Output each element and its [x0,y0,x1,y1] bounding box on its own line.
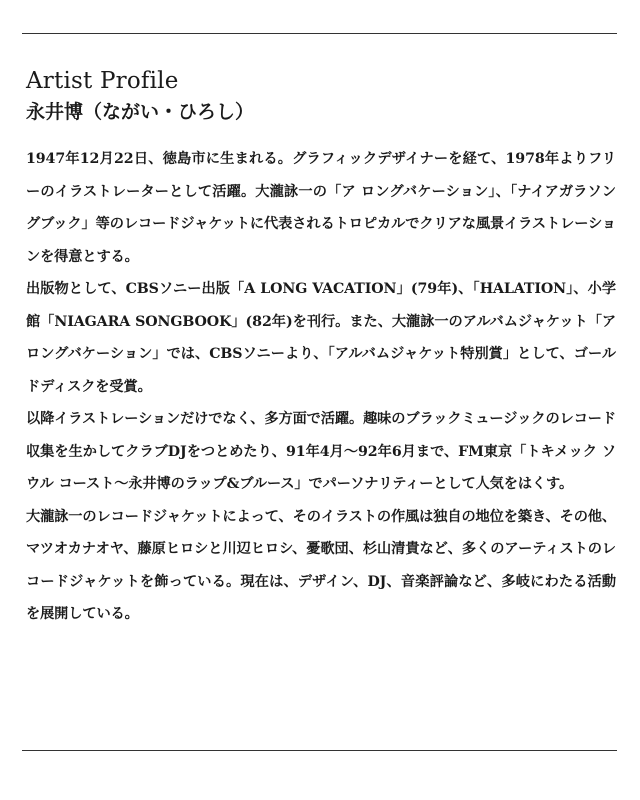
artist-profile-section [26,66,616,631]
top-divider [22,33,617,34]
profile-paragraph-3: 以降イラストレーションだけでなく、多方面で活躍。趣味のブラックミュージックのレコード収集を生かしてクラブDJをつとめたり、91年4月～92年6月まで、FM東京「トキメック ソウル コースト～永井博のラップ&ブルース」でパーソナリティーとして人気をはくす。 [26,411,616,492]
profile-paragraph-4: 大瀧詠一のレコードジャケットによって、そのイラストの作風は独自の地位を築き、その他、マツオカナオヤ、藤原ヒロシと川辺ヒロシ、憂歌団、杉山清貴など、多くのアーティストのレコードジャケットを飾っている。現在は、デザイン、DJ、音楽評論など、多岐にわたる活動を展開している。 [26,508,616,622]
profile-body [26,143,616,631]
section-heading: Artist Profile [26,68,179,94]
profile-paragraph-1: 1947年12月22日、徳島市に生まれる。グラフィックデザイナーを経て、1978年よりフリーのイラストレーターとして活躍。大瀧詠一の「ア ロングバケーション」、「ナイアガラソングブック」等のレコードジャケットに代表されるトロピカルでクリアな風景イラストレーションを得意とする。 [26,151,616,265]
artist-name: 永井博（ながい・ひろし） [26,101,255,123]
profile-paragraph-2: 出版物として、CBSソニー出版「A LONG VACATION」(79年)、「HALATION」、小学館「NIAGARA SONGBOOK」(82年)を刊行。また、大瀧詠一のアルバムジャケット「ア ロングバケーション」では、CBSソニーより、「アルバムジャケット特別賞」として、ゴールドディスクを受賞。 [26,281,616,395]
bottom-divider [22,750,617,751]
